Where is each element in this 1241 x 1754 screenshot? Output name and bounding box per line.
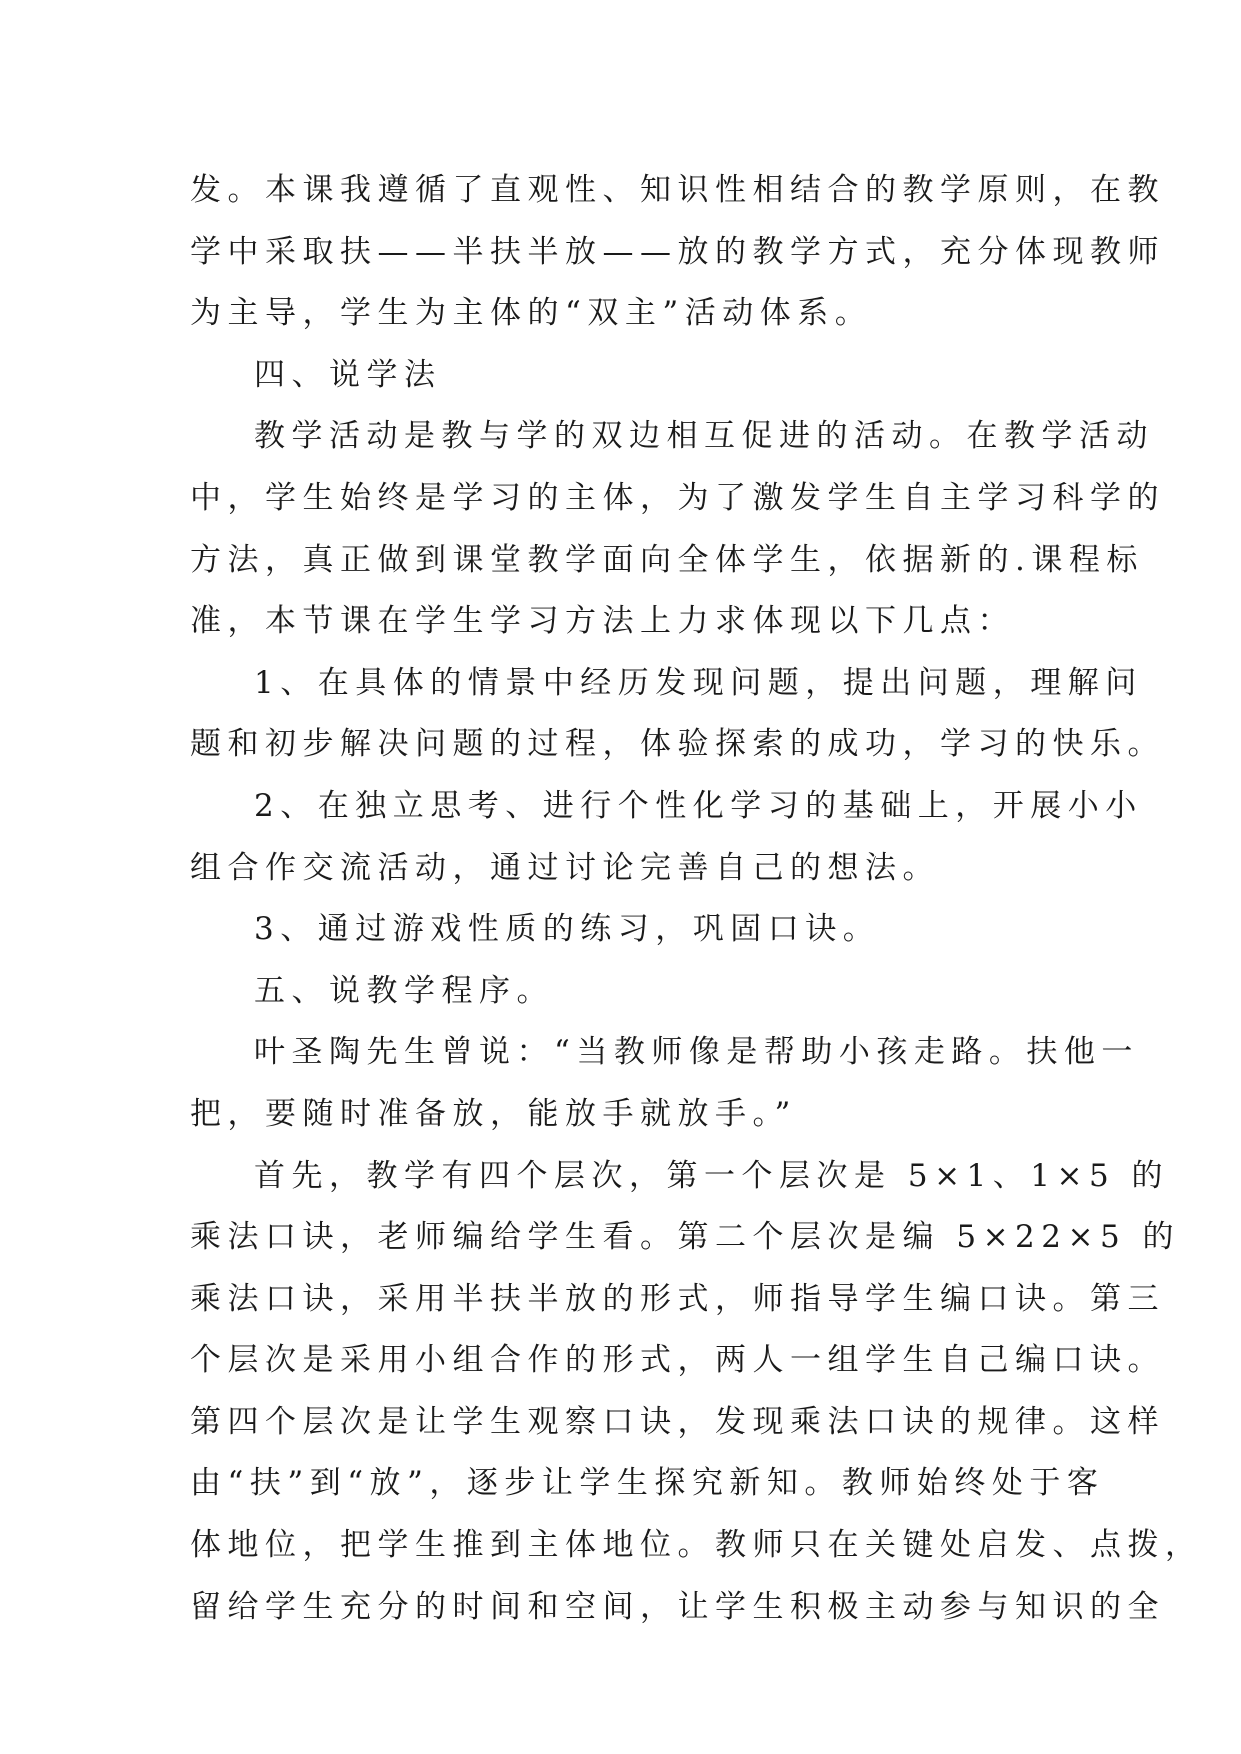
text-line: 体地位，把学生推到主体地位。教师只在关键处启发、点拨， (190, 1527, 1203, 1564)
text-line: 组合作交流活动，通过讨论完善自己的想法。 (190, 849, 940, 886)
list-item: 2、在独立思考、进行个性化学习的基础上，开展小小 (254, 787, 1143, 824)
text-line: 首先，教学有四个层次，第一个层次是 5×1、1×5 的 (254, 1157, 1170, 1194)
text-line: 中，学生始终是学习的主体，为了激发学生自主学习科学的 (190, 479, 1165, 516)
text-line: 乘法口诀，采用半扶半放的形式，师指导学生编口诀。第三 (190, 1280, 1165, 1317)
text-line: 准，本节课在学生学习方法上力求体现以下几点： (190, 603, 1015, 640)
section-heading: 四、说学法 (254, 356, 442, 393)
list-item: 1、在具体的情景中经历发现问题，提出问题，理解问 (254, 664, 1143, 701)
text-line: 把，要随时准备放，能放手就放手。” (190, 1095, 797, 1132)
text-line: 第四个层次是让学生观察口诀，发现乘法口诀的规律。这样 (190, 1403, 1165, 1440)
text-line: 叶圣陶先生曾说：“当教师像是帮助小孩走路。扶他一 (254, 1034, 1139, 1071)
list-item: 3、通过游戏性质的练习，巩固口诀。 (254, 911, 881, 948)
text-line: 由“扶”到“放”，逐步让学生探究新知。教师始终处于客 (190, 1465, 1105, 1502)
text-line: 发。本课我遵循了直观性、知识性相结合的教学原则，在教 (190, 172, 1165, 208)
text-line: 方法，真正做到课堂教学面向全体学生，依据新的.课程标 (190, 541, 1144, 578)
text-line: 题和初步解决问题的过程，体验探索的成功，学习的快乐。 (190, 726, 1165, 763)
text-line: 学中采取扶——半扶半放——放的教学方式，充分体现教师 (190, 233, 1165, 270)
text-line: 乘法口诀，老师编给学生看。第二个层次是编 5×22×5 的 (190, 1219, 1181, 1256)
section-heading: 五、说教学程序。 (254, 972, 554, 1009)
text-line: 教学活动是教与学的双边相互促进的活动。在教学活动 (254, 418, 1154, 455)
text-line: 留给学生充分的时间和空间，让学生积极主动参与知识的全 (190, 1588, 1165, 1625)
document-body (190, 160, 1203, 1638)
text-line: 为主导，学生为主体的“双主”活动体系。 (190, 295, 873, 332)
text-line: 个层次是采用小组合作的形式，两人一组学生自己编口诀。 (190, 1342, 1165, 1379)
